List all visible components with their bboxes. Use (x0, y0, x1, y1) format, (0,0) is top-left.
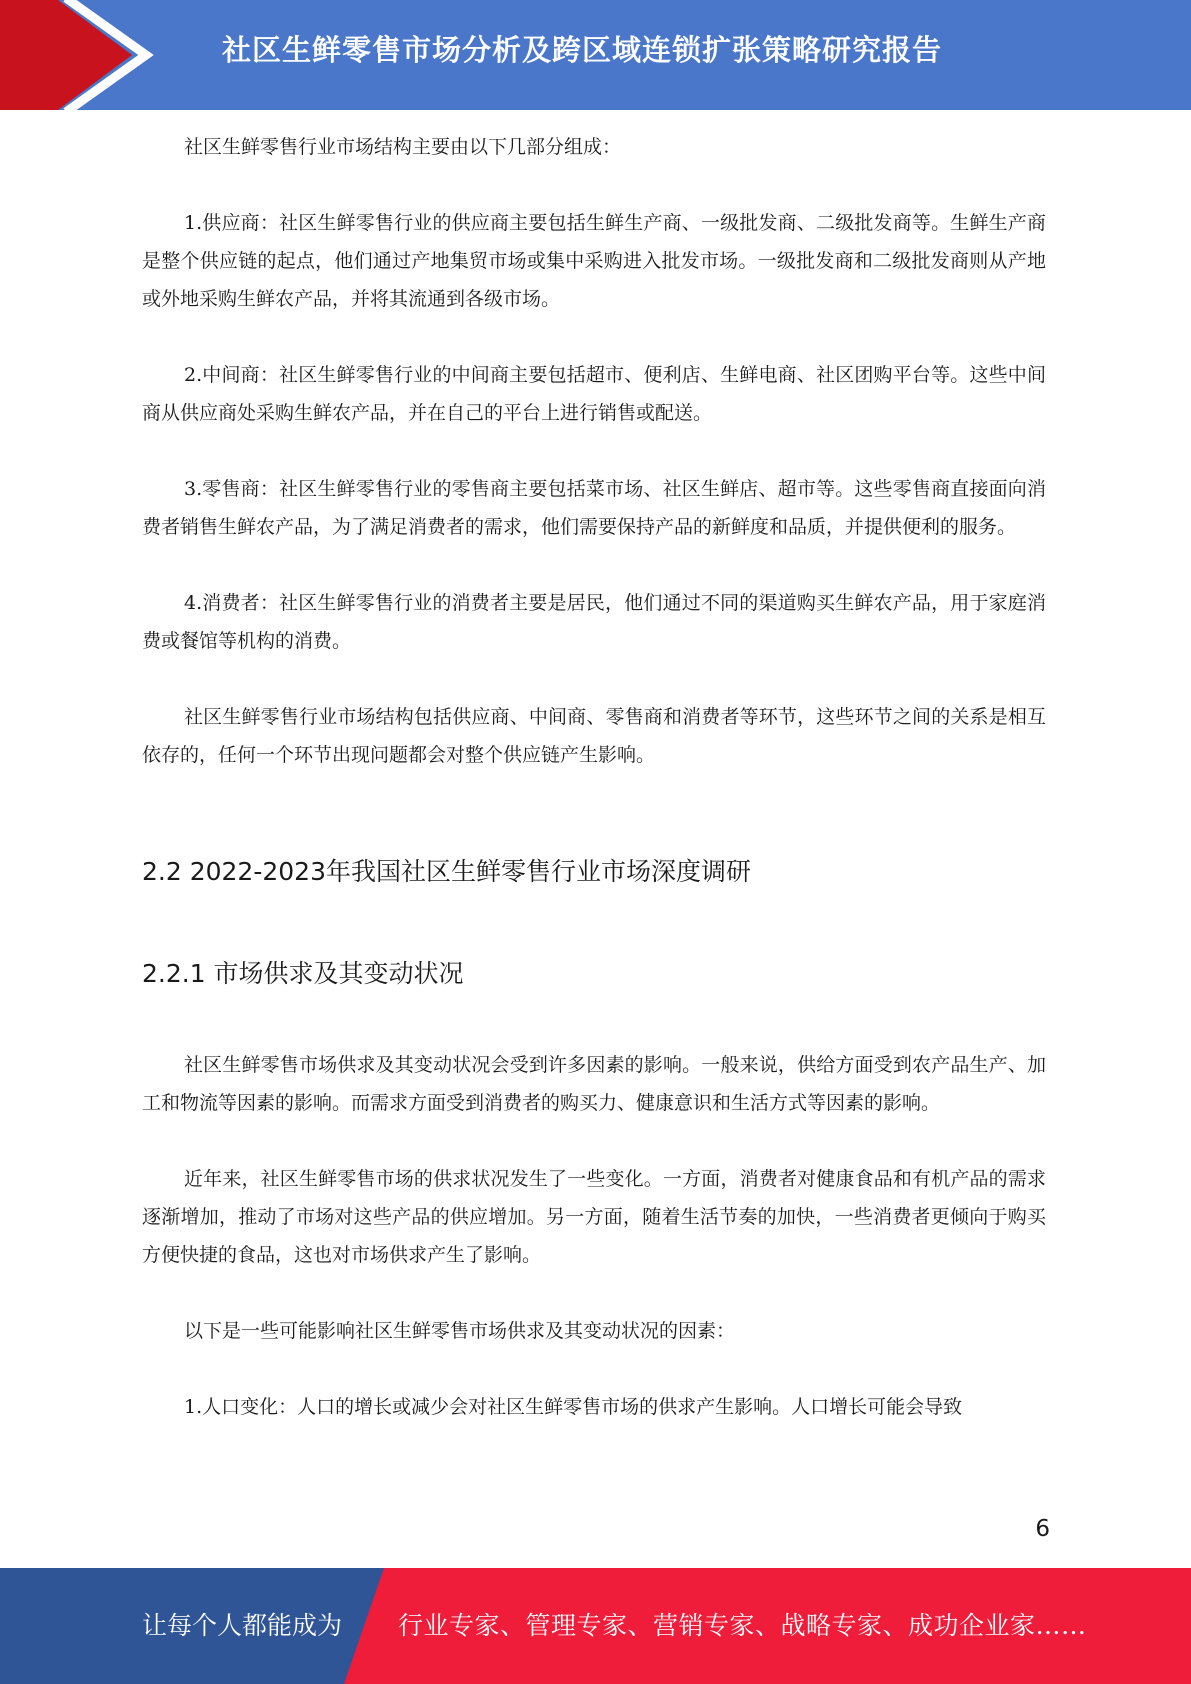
paragraph-population: 1.人口变化：人口的增长或减少会对社区生鲜零售市场的供求产生影响。人口增长可能会导致 (184, 1396, 963, 1418)
paragraph-suppliers: 1.供应商：社区生鲜零售行业的供应商主要包括生鲜生产商、一级批发商、二级批发商等。生鲜生产商是整个供应链的起点，他们通过产地集贸市场或集中采购进入批发市场。一级批发商和二级批发商则从产地或外地采购生鲜农产品，并将其流通到各级市场。 (142, 212, 1046, 310)
page-number: 6 (1035, 1516, 1050, 1542)
section-heading-2-2-1: 2.2.1 市场供求及其变动状况 (142, 959, 464, 988)
footer-slogan-left: 让每个人都能成为 (142, 1611, 343, 1640)
chevron-arrow-icon (0, 0, 160, 110)
document-body (142, 128, 1046, 1426)
paragraph-consumers: 4.消费者：社区生鲜零售行业的消费者主要是居民，他们通过不同的渠道购买生鲜农产品，用于家庭消费或餐馆等机构的消费。 (142, 592, 1046, 652)
page-header (0, 0, 1191, 110)
paragraph-intro: 社区生鲜零售行业市场结构主要由以下几部分组成： (184, 136, 622, 158)
section-heading-2-2: 2.2 2022-2023年我国社区生鲜零售行业市场深度调研 (142, 857, 751, 886)
paragraph-factors-intro: 以下是一些可能影响社区生鲜零售市场供求及其变动状况的因素： (184, 1320, 736, 1342)
paragraph-supply-demand: 社区生鲜零售市场供求及其变动状况会受到许多因素的影响。一般来说，供给方面受到农产品生产、加工和物流等因素的影响。而需求方面受到消费者的购买力、健康意识和生活方式等因素的影响。 (142, 1054, 1046, 1114)
paragraph-intermediaries: 2.中间商：社区生鲜零售行业的中间商主要包括超市、便利店、生鲜电商、社区团购平台等。这些中间商从供应商处采购生鲜农产品，并在自己的平台上进行销售或配送。 (142, 364, 1046, 424)
report-title: 社区生鲜零售市场分析及跨区域连锁扩张策略研究报告 (222, 33, 943, 67)
footer-slogan-right: 行业专家、管理专家、营销专家、战略专家、成功企业家…… (398, 1611, 1087, 1640)
paragraph-recent-changes: 近年来，社区生鲜零售市场的供求状况发生了一些变化。一方面，消费者对健康食品和有机产品的需求逐渐增加，推动了市场对这些产品的供应增加。另一方面，随着生活节奏的加快，一些消费者更倾向于购买方便快捷的食品，这也对市场供求产生了影响。 (142, 1168, 1046, 1266)
page-footer (0, 1568, 1191, 1684)
paragraph-retailers: 3.零售商：社区生鲜零售行业的零售商主要包括菜市场、社区生鲜店、超市等。这些零售商直接面向消费者销售生鲜农产品，为了满足消费者的需求，他们需要保持产品的新鲜度和品质，并提供便利的服务。 (142, 478, 1046, 538)
paragraph-summary: 社区生鲜零售行业市场结构包括供应商、中间商、零售商和消费者等环节，这些环节之间的关系是相互依存的，任何一个环节出现问题都会对整个供应链产生影响。 (142, 706, 1046, 766)
